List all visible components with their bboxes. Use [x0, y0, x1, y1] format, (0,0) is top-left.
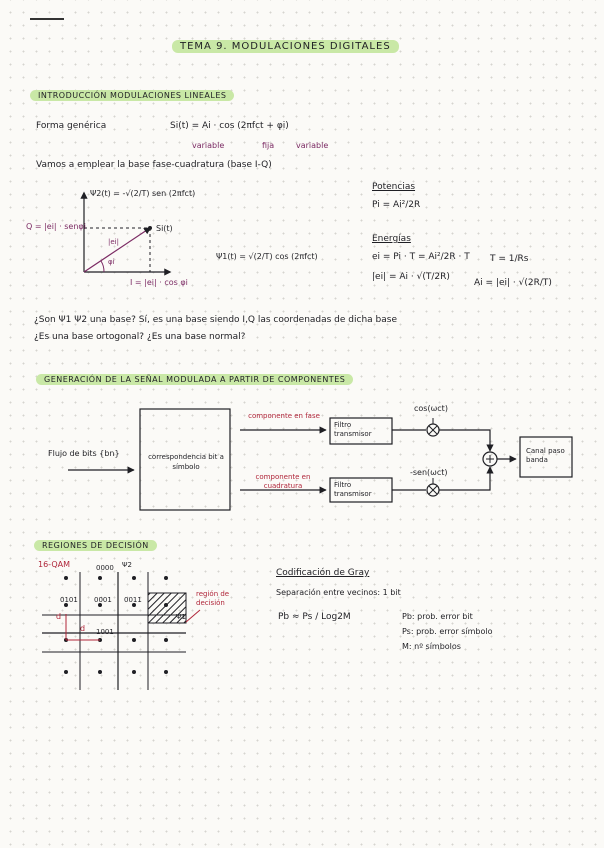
- phi-angle-label: φi: [108, 258, 115, 266]
- carrier-cos-label: cos(ωct): [414, 404, 448, 413]
- qam-label: 16-QAM: [38, 560, 71, 569]
- legend-pb: Pb: prob. error bit: [402, 612, 473, 621]
- potencia-formula: Pi = Ai²/2R: [372, 200, 421, 210]
- period-formula: T = 1/Rs: [490, 254, 529, 264]
- symbol-0011: 0011: [124, 596, 142, 604]
- gray-separation: Separación entre vecinos: 1 bit: [276, 588, 401, 597]
- ei-magnitude-label: |ei|: [108, 238, 119, 246]
- base-sentence: Vamos a emplear la base fase-cuadratura (base I-Q): [36, 160, 272, 170]
- energias-heading: Energías: [372, 234, 411, 244]
- section-generation-heading: GENERACIÓN DE LA SEÑAL MODULADA A PARTIR DE COMPONENTES: [36, 374, 353, 385]
- psi2-axis-label: Ψ2: [122, 561, 132, 569]
- filter-block-2: Filtro transmisor: [334, 481, 372, 498]
- annotation-variable-1: variable: [192, 141, 225, 150]
- annotation-variable-2: variable: [296, 141, 329, 150]
- page-title: TEMA 9. MODULACIONES DIGITALES: [172, 40, 399, 53]
- symbol-0101: 0101: [60, 596, 78, 604]
- filter-block-1: Filtro transmisor: [334, 421, 372, 438]
- i-coordinate: I = |ei| · cos φi: [130, 278, 188, 287]
- question-ortogonal: ¿Es una base ortogonal? ¿Es una base normal?: [34, 332, 246, 342]
- decision-region-label: región de decisión: [196, 590, 230, 607]
- potencias-heading: Potencias: [372, 182, 416, 192]
- symbol-0000: 0000: [96, 564, 114, 572]
- si-point-label: Si(t): [156, 224, 173, 233]
- in-phase-label: componente en fase: [248, 412, 320, 420]
- section-regions-heading: REGIONES DE DECISIÓN: [34, 540, 157, 551]
- distance-d-vertical: d: [56, 612, 62, 621]
- distance-d-horizontal: d: [80, 624, 86, 633]
- section-intro-heading: INTRODUCCIÓN MODULACIONES LINEALES: [30, 90, 234, 101]
- psi1-axis-label: Ψ1: [176, 613, 186, 621]
- psi2-formula: Ψ2(t) = -√(2/T) sen (2πfct): [90, 189, 196, 198]
- psi1-formula: Ψ1(t) = √(2/T) cos (2πfct): [216, 252, 318, 261]
- forma-label: Forma genérica: [36, 121, 107, 131]
- symbol-1001: 1001: [96, 628, 114, 636]
- legend-m: M: nº símbolos: [402, 642, 461, 651]
- energia-formula: ei = Pi · T = Ai²/2R · T: [372, 252, 470, 262]
- gray-heading: Codificación de Gray: [276, 568, 370, 578]
- q-coordinate: Q = |ei| · senφi: [26, 222, 86, 231]
- pb-formula: Pb ≈ Ps / Log2M: [278, 612, 351, 622]
- bit-stream-label: Flujo de bits {bn}: [48, 449, 120, 458]
- carrier-sen-label: -sen(ωct): [410, 468, 448, 477]
- amplitude-formula: Ai = |ei| · √(2R/T): [474, 278, 552, 288]
- legend-ps: Ps: prob. error símbolo: [402, 627, 493, 636]
- mapper-block: correspondencia bit a símbolo: [148, 453, 224, 471]
- energia-abs-formula: |ei| = Ai · √(T/2R): [372, 272, 450, 282]
- channel-block: Canal paso banda: [526, 447, 565, 464]
- annotation-fija: fija: [262, 141, 275, 150]
- generic-formula: Si(t) = Ai · cos (2πfct + φi): [170, 121, 289, 131]
- quadrature-label: componente en cuadratura: [255, 473, 311, 490]
- symbol-0001: 0001: [94, 596, 112, 604]
- question-base: ¿Son Ψ1 Ψ2 una base? Sí, es una base siendo I,Q las coordenadas de dicha base: [34, 315, 397, 325]
